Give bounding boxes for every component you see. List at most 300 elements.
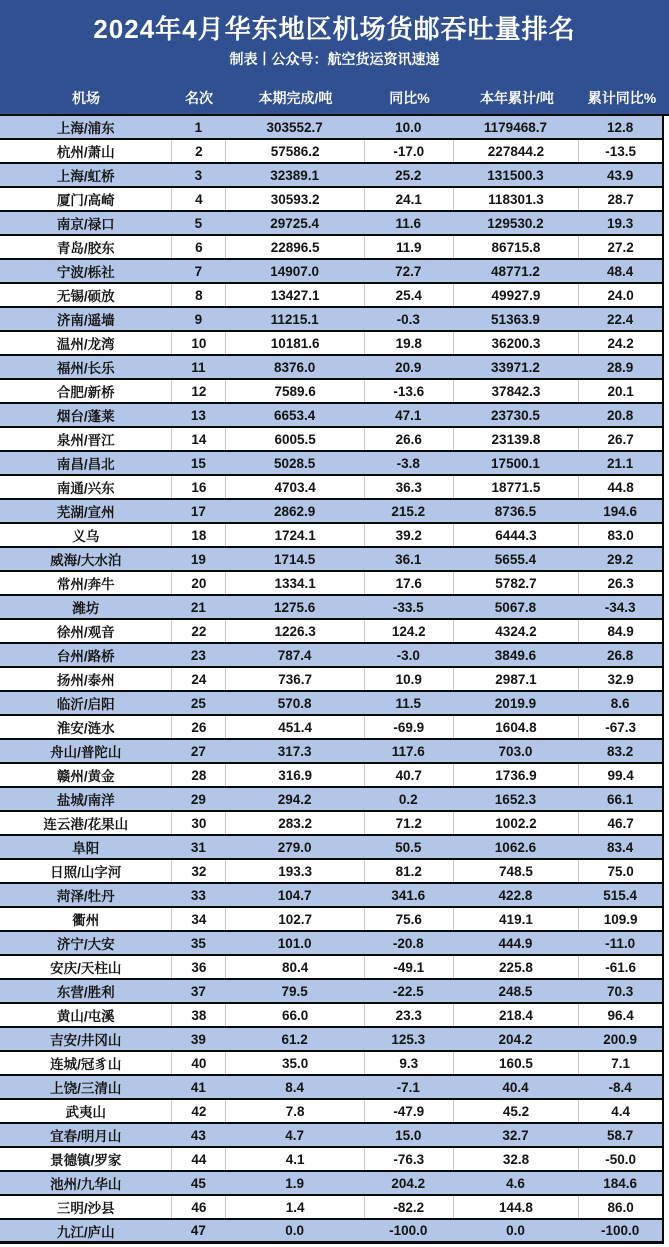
ytd-yoy-cell: 66.1: [607, 791, 634, 807]
ytd-cell: 32.7: [502, 1127, 529, 1143]
ytd-yoy-cell: 200.9: [603, 1031, 638, 1047]
table-row: [0, 740, 662, 764]
ytd-cell: 118301.3: [453, 188, 579, 210]
table-row: [0, 836, 662, 860]
table-row: [0, 572, 662, 596]
yoy-cell: 204.2: [391, 1175, 426, 1191]
table-header-row: [0, 82, 664, 114]
airport-cell: 连城/冠豸山: [50, 1057, 122, 1072]
ytd-cell: 218.4: [453, 1004, 579, 1026]
ytd-cell: 32.8: [453, 1148, 579, 1170]
rank-cell: 17: [190, 503, 206, 519]
yoy-cell: 23.3: [364, 1004, 453, 1026]
ytd-cell: 1652.3: [494, 791, 537, 807]
ytd-cell: 225.8: [453, 956, 579, 978]
yoy-cell: -47.9: [364, 1100, 453, 1122]
airport-cell: 济宁/大安: [56, 937, 115, 952]
yoy-cell: 25.2: [395, 167, 422, 183]
table-body: [0, 116, 664, 1244]
ytd-yoy-cell: 48.4: [607, 263, 634, 279]
rank-cell: 16: [171, 476, 225, 498]
airport-cell: 武夷山: [65, 1105, 106, 1120]
yoy-cell: 19.8: [364, 332, 453, 354]
yoy-cell: 40.7: [364, 764, 453, 786]
yoy-cell: 117.6: [391, 743, 425, 759]
table-row: [0, 1052, 662, 1076]
airport-cell: 安庆/天柱山: [50, 961, 122, 976]
yoy-cell: 11.9: [364, 236, 453, 258]
table-row: [0, 452, 662, 476]
current-month-cell: 35.0: [225, 1052, 364, 1074]
ytd-yoy-cell: 515.4: [603, 887, 638, 903]
ytd-cell: 1604.8: [453, 716, 579, 738]
yoy-cell: -100.0: [389, 1223, 428, 1238]
airport-cell: 南京/禄口: [56, 217, 115, 232]
ytd-yoy-cell: -67.3: [578, 716, 662, 738]
airport-cell: 上饶/三清山: [50, 1081, 122, 1096]
ytd-cell: 1002.2: [453, 812, 579, 834]
rank-cell: 26: [171, 716, 225, 738]
rank-cell: 3: [194, 167, 203, 183]
current-month-cell: 14907.0: [270, 263, 320, 279]
rank-cell: 18: [171, 524, 225, 546]
ytd-cell: 160.5: [453, 1052, 579, 1074]
rank-cell: 10: [171, 332, 225, 354]
column-header-current-month: 本期完成/吨: [258, 90, 333, 106]
ytd-cell: 422.8: [498, 887, 533, 903]
yoy-cell: -0.3: [396, 311, 420, 327]
table-row: [0, 788, 662, 812]
yoy-cell: 20.9: [395, 359, 422, 375]
current-month-cell: 6005.5: [225, 428, 364, 450]
ytd-cell: 37842.3: [453, 380, 579, 402]
airport-cell: 无锡/硕放: [56, 289, 115, 304]
yoy-cell: 81.2: [364, 860, 453, 882]
table-row: [0, 596, 662, 620]
ytd-yoy-cell: 43.9: [607, 167, 634, 183]
yoy-cell: 39.2: [364, 524, 453, 546]
rank-cell: 7: [194, 263, 203, 279]
column-header-rank: 名次: [185, 90, 213, 106]
column-header-airport: 机场: [72, 90, 100, 106]
rank-cell: 24: [171, 668, 225, 690]
ytd-yoy-cell: 84.9: [578, 620, 662, 642]
ytd-cell: 4324.2: [453, 620, 579, 642]
ytd-yoy-cell: 58.7: [607, 1127, 634, 1143]
current-month-cell: 193.3: [225, 860, 364, 882]
airport-cell: 台州/路桥: [56, 649, 115, 664]
ytd-yoy-cell: 83.2: [607, 743, 634, 759]
ytd-cell: 49927.9: [453, 284, 579, 306]
current-month-cell: 1334.1: [225, 572, 364, 594]
ytd-cell: 3849.6: [494, 647, 537, 663]
airport-cell: 宁波/栎社: [56, 265, 115, 280]
table-row: [0, 908, 662, 932]
yoy-cell: 26.6: [364, 428, 453, 450]
yoy-cell: 17.6: [364, 572, 453, 594]
rank-cell: 29: [190, 791, 206, 807]
ytd-cell: 2987.1: [453, 668, 579, 690]
ytd-yoy-cell: 32.9: [578, 668, 662, 690]
yoy-cell: 50.5: [395, 839, 422, 855]
yoy-cell: 124.2: [364, 620, 453, 642]
current-month-cell: 13427.1: [225, 284, 364, 306]
current-month-cell: 0.0: [285, 1223, 304, 1238]
current-month-cell: 30593.2: [225, 188, 364, 210]
airport-cell: 舟山/普陀山: [50, 745, 122, 760]
table-row: [0, 548, 662, 572]
ytd-cell: 51363.9: [491, 311, 540, 327]
table-row: [0, 644, 662, 668]
airport-cell: 三明/沙县: [56, 1201, 115, 1216]
ytd-yoy-cell: -34.3: [604, 599, 636, 615]
yoy-cell: -13.6: [364, 380, 453, 402]
airport-cell: 福州/长乐: [56, 361, 115, 376]
table-row: [0, 476, 662, 500]
airport-cell: 南通/兴东: [56, 481, 115, 496]
ytd-cell: 204.2: [498, 1031, 533, 1047]
current-month-cell: 303552.7: [266, 119, 323, 135]
current-month-cell: 316.9: [225, 764, 364, 786]
table-row: [0, 764, 662, 788]
ytd-cell: 33971.2: [491, 359, 540, 375]
ytd-cell: 6444.3: [453, 524, 579, 546]
current-month-cell: 1.4: [225, 1196, 364, 1218]
airport-cell: 吉安/井冈山: [50, 1033, 122, 1048]
ytd-yoy-cell: 109.9: [578, 908, 662, 930]
airport-cell: 威海/大水泊: [50, 553, 122, 568]
table-row: [0, 620, 662, 644]
page-subtitle: 制表丨公众号：航空货运资讯速递: [229, 51, 440, 67]
table-row: [0, 332, 662, 356]
yoy-cell: 15.0: [395, 1127, 422, 1143]
table-row: [0, 356, 662, 380]
current-month-cell: 317.3: [277, 743, 312, 759]
yoy-cell: -3.8: [396, 455, 420, 471]
ytd-cell: 419.1: [453, 908, 579, 930]
ytd-cell: 2019.9: [494, 695, 537, 711]
airport-cell: 菏泽/牡丹: [56, 889, 115, 904]
ytd-yoy-cell: 28.9: [607, 359, 634, 375]
airport-cell: 宜春/明月山: [50, 1129, 122, 1144]
rank-cell: 35: [190, 935, 206, 951]
airport-cell: 杭州/萧山: [56, 145, 115, 160]
rank-cell: 32: [171, 860, 225, 882]
current-month-cell: 294.2: [277, 791, 312, 807]
ytd-cell: 17500.1: [491, 455, 540, 471]
current-month-cell: 22896.5: [225, 236, 364, 258]
airport-cell: 赣州/黄金: [56, 769, 115, 784]
ytd-cell: 444.9: [498, 935, 533, 951]
rank-cell: 31: [190, 839, 206, 855]
ytd-cell: 5067.8: [494, 599, 537, 615]
airport-cell: 常州/奔牛: [56, 577, 115, 592]
ytd-cell: 1736.9: [453, 764, 579, 786]
rank-cell: 27: [190, 743, 206, 759]
table-row: [0, 1196, 662, 1220]
airport-cell: 芜湖/宣州: [56, 505, 115, 520]
rank-cell: 37: [190, 983, 206, 999]
rank-cell: 8: [171, 284, 225, 306]
ytd-yoy-cell: 12.8: [607, 119, 634, 135]
ytd-yoy-cell: 75.0: [578, 860, 662, 882]
rank-cell: 28: [171, 764, 225, 786]
airport-cell: 九江/庐山: [56, 1224, 115, 1240]
rank-cell: 13: [190, 407, 206, 423]
header-banner: [0, 0, 669, 116]
yoy-cell: 25.4: [364, 284, 453, 306]
ytd-yoy-cell: 83.0: [578, 524, 662, 546]
rank-cell: 42: [171, 1100, 225, 1122]
airport-cell: 合肥/新桥: [56, 385, 115, 400]
table-row: [0, 932, 662, 956]
rank-cell: 38: [171, 1004, 225, 1026]
current-month-cell: 61.2: [281, 1031, 308, 1047]
airport-cell: 厦门/高崎: [56, 193, 115, 208]
current-month-cell: 102.7: [225, 908, 364, 930]
rank-cell: 47: [190, 1223, 206, 1238]
current-month-cell: 1275.6: [273, 599, 316, 615]
yoy-cell: 215.2: [391, 503, 426, 519]
yoy-cell: -69.9: [364, 716, 453, 738]
current-month-cell: 736.7: [225, 668, 364, 690]
current-month-cell: 279.0: [277, 839, 312, 855]
current-month-cell: 570.8: [277, 695, 312, 711]
yoy-cell: 341.6: [391, 887, 426, 903]
table-row: [0, 380, 662, 404]
column-header-ytd: 本年累计/吨: [480, 90, 554, 106]
ytd-cell: 8736.5: [494, 503, 537, 519]
ytd-cell: 40.4: [502, 1079, 529, 1095]
ytd-yoy-cell: 28.7: [578, 188, 662, 210]
yoy-cell: -33.5: [392, 599, 424, 615]
table-row: [0, 1124, 662, 1148]
table-row: [0, 1220, 662, 1244]
rank-cell: 23: [190, 647, 206, 663]
ytd-yoy-cell: 99.4: [578, 764, 662, 786]
current-month-cell: 2862.9: [273, 503, 316, 519]
airport-cell: 日照/山字河: [50, 865, 122, 880]
yoy-cell: 10.9: [364, 668, 453, 690]
ytd-yoy-cell: 86.0: [578, 1196, 662, 1218]
current-month-cell: 7589.6: [225, 380, 364, 402]
rank-cell: 20: [171, 572, 225, 594]
ytd-yoy-cell: -8.4: [608, 1079, 632, 1095]
table-row: [0, 716, 662, 740]
current-month-cell: 283.2: [225, 812, 364, 834]
current-month-cell: 1714.5: [273, 551, 316, 567]
ytd-cell: 18771.5: [453, 476, 579, 498]
yoy-cell: 9.3: [364, 1052, 453, 1074]
rank-cell: 12: [171, 380, 225, 402]
ytd-yoy-cell: 26.8: [607, 647, 634, 663]
rank-cell: 36: [171, 956, 225, 978]
ytd-cell: 227844.2: [453, 140, 579, 162]
yoy-cell: -82.2: [364, 1196, 453, 1218]
column-header-yoy: 同比%: [389, 90, 430, 106]
airport-cell: 上海/浦东: [56, 121, 115, 136]
yoy-cell: 47.1: [395, 407, 422, 423]
table-row: [0, 284, 662, 308]
current-month-cell: 5028.5: [273, 455, 316, 471]
ytd-cell: 1062.6: [494, 839, 537, 855]
table-row: [0, 260, 662, 284]
ytd-cell: 86715.8: [453, 236, 579, 258]
rank-cell: 40: [171, 1052, 225, 1074]
ytd-cell: 45.2: [453, 1100, 579, 1122]
ytd-yoy-cell: 184.6: [603, 1175, 638, 1191]
yoy-cell: 36.3: [364, 476, 453, 498]
airport-cell: 潍坊: [72, 601, 100, 616]
table-row: [0, 1076, 662, 1100]
rank-cell: 39: [190, 1031, 206, 1047]
rank-cell: 45: [190, 1175, 206, 1191]
airport-cell: 青岛/胶东: [56, 241, 115, 256]
airport-cell: 黄山/屯溪: [56, 1009, 115, 1024]
airport-cell: 烟台/蓬莱: [56, 409, 115, 424]
current-month-cell: 4703.4: [225, 476, 364, 498]
current-month-cell: 101.0: [277, 935, 312, 951]
ytd-yoy-cell: -100.0: [601, 1223, 640, 1238]
table-row: [0, 956, 662, 980]
airport-cell: 连云港/花果山: [43, 817, 129, 832]
yoy-cell: -76.3: [364, 1148, 453, 1170]
airport-cell: 衢州: [72, 913, 100, 928]
ytd-yoy-cell: 8.6: [610, 695, 630, 711]
current-month-cell: 787.4: [277, 647, 312, 663]
column-header-ytd-yoy: 累计同比%: [587, 90, 657, 106]
airport-cell: 景德镇/罗家: [50, 1153, 122, 1168]
ytd-yoy-cell: 46.7: [578, 812, 662, 834]
ytd-cell: 144.8: [453, 1196, 579, 1218]
table-row: [0, 1100, 662, 1124]
rank-cell: 1: [194, 119, 203, 135]
airport-cell: 池州/九华山: [50, 1177, 122, 1192]
ytd-yoy-cell: 22.4: [607, 311, 634, 327]
yoy-cell: -20.8: [392, 935, 424, 951]
table-row: [0, 164, 662, 188]
current-month-cell: 10181.6: [225, 332, 364, 354]
current-month-cell: 1724.1: [225, 524, 364, 546]
yoy-cell: 72.7: [395, 263, 422, 279]
yoy-cell: -49.1: [364, 956, 453, 978]
table-row: [0, 668, 662, 692]
table-row: [0, 980, 662, 1004]
airport-cell: 淮安/涟水: [56, 721, 115, 736]
ytd-yoy-cell: 24.2: [578, 332, 662, 354]
ytd-yoy-cell: 26.3: [578, 572, 662, 594]
ytd-yoy-cell: 27.2: [578, 236, 662, 258]
yoy-cell: 36.1: [395, 551, 422, 567]
rank-cell: 6: [171, 236, 225, 258]
ytd-yoy-cell: 96.4: [578, 1004, 662, 1026]
yoy-cell: 10.0: [395, 119, 422, 135]
ytd-yoy-cell: -11.0: [605, 935, 636, 951]
current-month-cell: 29725.4: [270, 215, 320, 231]
yoy-cell: 125.3: [391, 1031, 426, 1047]
ytd-yoy-cell: 4.4: [578, 1100, 662, 1122]
rank-cell: 43: [190, 1127, 206, 1143]
yoy-cell: 0.2: [398, 791, 418, 807]
airport-cell: 温州/龙湾: [56, 337, 115, 352]
yoy-cell: 71.2: [364, 812, 453, 834]
ytd-cell: 23730.5: [491, 407, 540, 423]
ytd-cell: 5655.4: [494, 551, 537, 567]
yoy-cell: -3.0: [396, 647, 420, 663]
rank-cell: 11: [191, 359, 206, 375]
ytd-cell: 1179468.7: [483, 119, 547, 135]
rank-cell: 33: [190, 887, 206, 903]
table-row: [0, 140, 662, 164]
rank-cell: 25: [190, 695, 206, 711]
table-row: [0, 500, 662, 524]
airport-cell: 上海/虹桥: [56, 169, 115, 184]
table-row: [0, 884, 662, 908]
rank-cell: 44: [171, 1148, 225, 1170]
ytd-yoy-cell: 26.7: [578, 428, 662, 450]
table-row: [0, 428, 662, 452]
ytd-yoy-cell: 194.6: [603, 503, 638, 519]
table-row: [0, 860, 662, 884]
table-row: [0, 1004, 662, 1028]
ytd-yoy-cell: 20.1: [578, 380, 662, 402]
page-title: 2024年4月华东地区机场货邮吞吐量排名: [93, 14, 576, 44]
ytd-cell: 129530.2: [487, 215, 544, 231]
yoy-cell: 24.1: [364, 188, 453, 210]
current-month-cell: 1226.3: [225, 620, 364, 642]
current-month-cell: 8.4: [285, 1079, 304, 1095]
table-row: [0, 404, 662, 428]
table-row: [0, 692, 662, 716]
airport-cell: 临沂/启阳: [56, 697, 115, 712]
ytd-cell: 48771.2: [491, 263, 540, 279]
ytd-yoy-cell: 44.8: [578, 476, 662, 498]
current-month-cell: 6653.4: [273, 407, 316, 423]
airport-cell: 泉州/晋江: [56, 433, 115, 448]
ytd-cell: 703.0: [498, 743, 533, 759]
ytd-yoy-cell: 29.2: [607, 551, 634, 567]
ytd-cell: 5782.7: [453, 572, 579, 594]
airport-cell: 南昌/昌北: [56, 457, 115, 472]
yoy-cell: 11.5: [395, 695, 422, 711]
ytd-yoy-cell: 70.3: [607, 983, 634, 999]
ytd-yoy-cell: 20.8: [607, 407, 634, 423]
airport-cell: 阜阳: [72, 841, 100, 856]
yoy-cell: -17.0: [364, 140, 453, 162]
rank-cell: 30: [171, 812, 225, 834]
ytd-cell: 131500.3: [487, 167, 544, 183]
table-row: [0, 1028, 662, 1052]
ytd-yoy-cell: 24.0: [578, 284, 662, 306]
table-row: [0, 812, 662, 836]
yoy-cell: 11.6: [395, 215, 422, 231]
ytd-yoy-cell: -13.5: [578, 140, 662, 162]
ytd-cell: 0.0: [506, 1223, 525, 1238]
airport-cell: 义乌: [72, 529, 100, 544]
rank-cell: 15: [190, 455, 206, 471]
airport-cell: 盐城/南洋: [56, 793, 115, 808]
current-month-cell: 66.0: [225, 1004, 364, 1026]
rank-cell: 9: [194, 311, 203, 327]
yoy-cell: -22.5: [392, 983, 424, 999]
table-row: [0, 1172, 662, 1196]
ytd-yoy-cell: 83.4: [607, 839, 634, 855]
table-row: [0, 308, 662, 332]
current-month-cell: 80.4: [225, 956, 364, 978]
rank-cell: 4: [171, 188, 225, 210]
rank-cell: 34: [171, 908, 225, 930]
ytd-cell: 4.6: [506, 1175, 525, 1191]
